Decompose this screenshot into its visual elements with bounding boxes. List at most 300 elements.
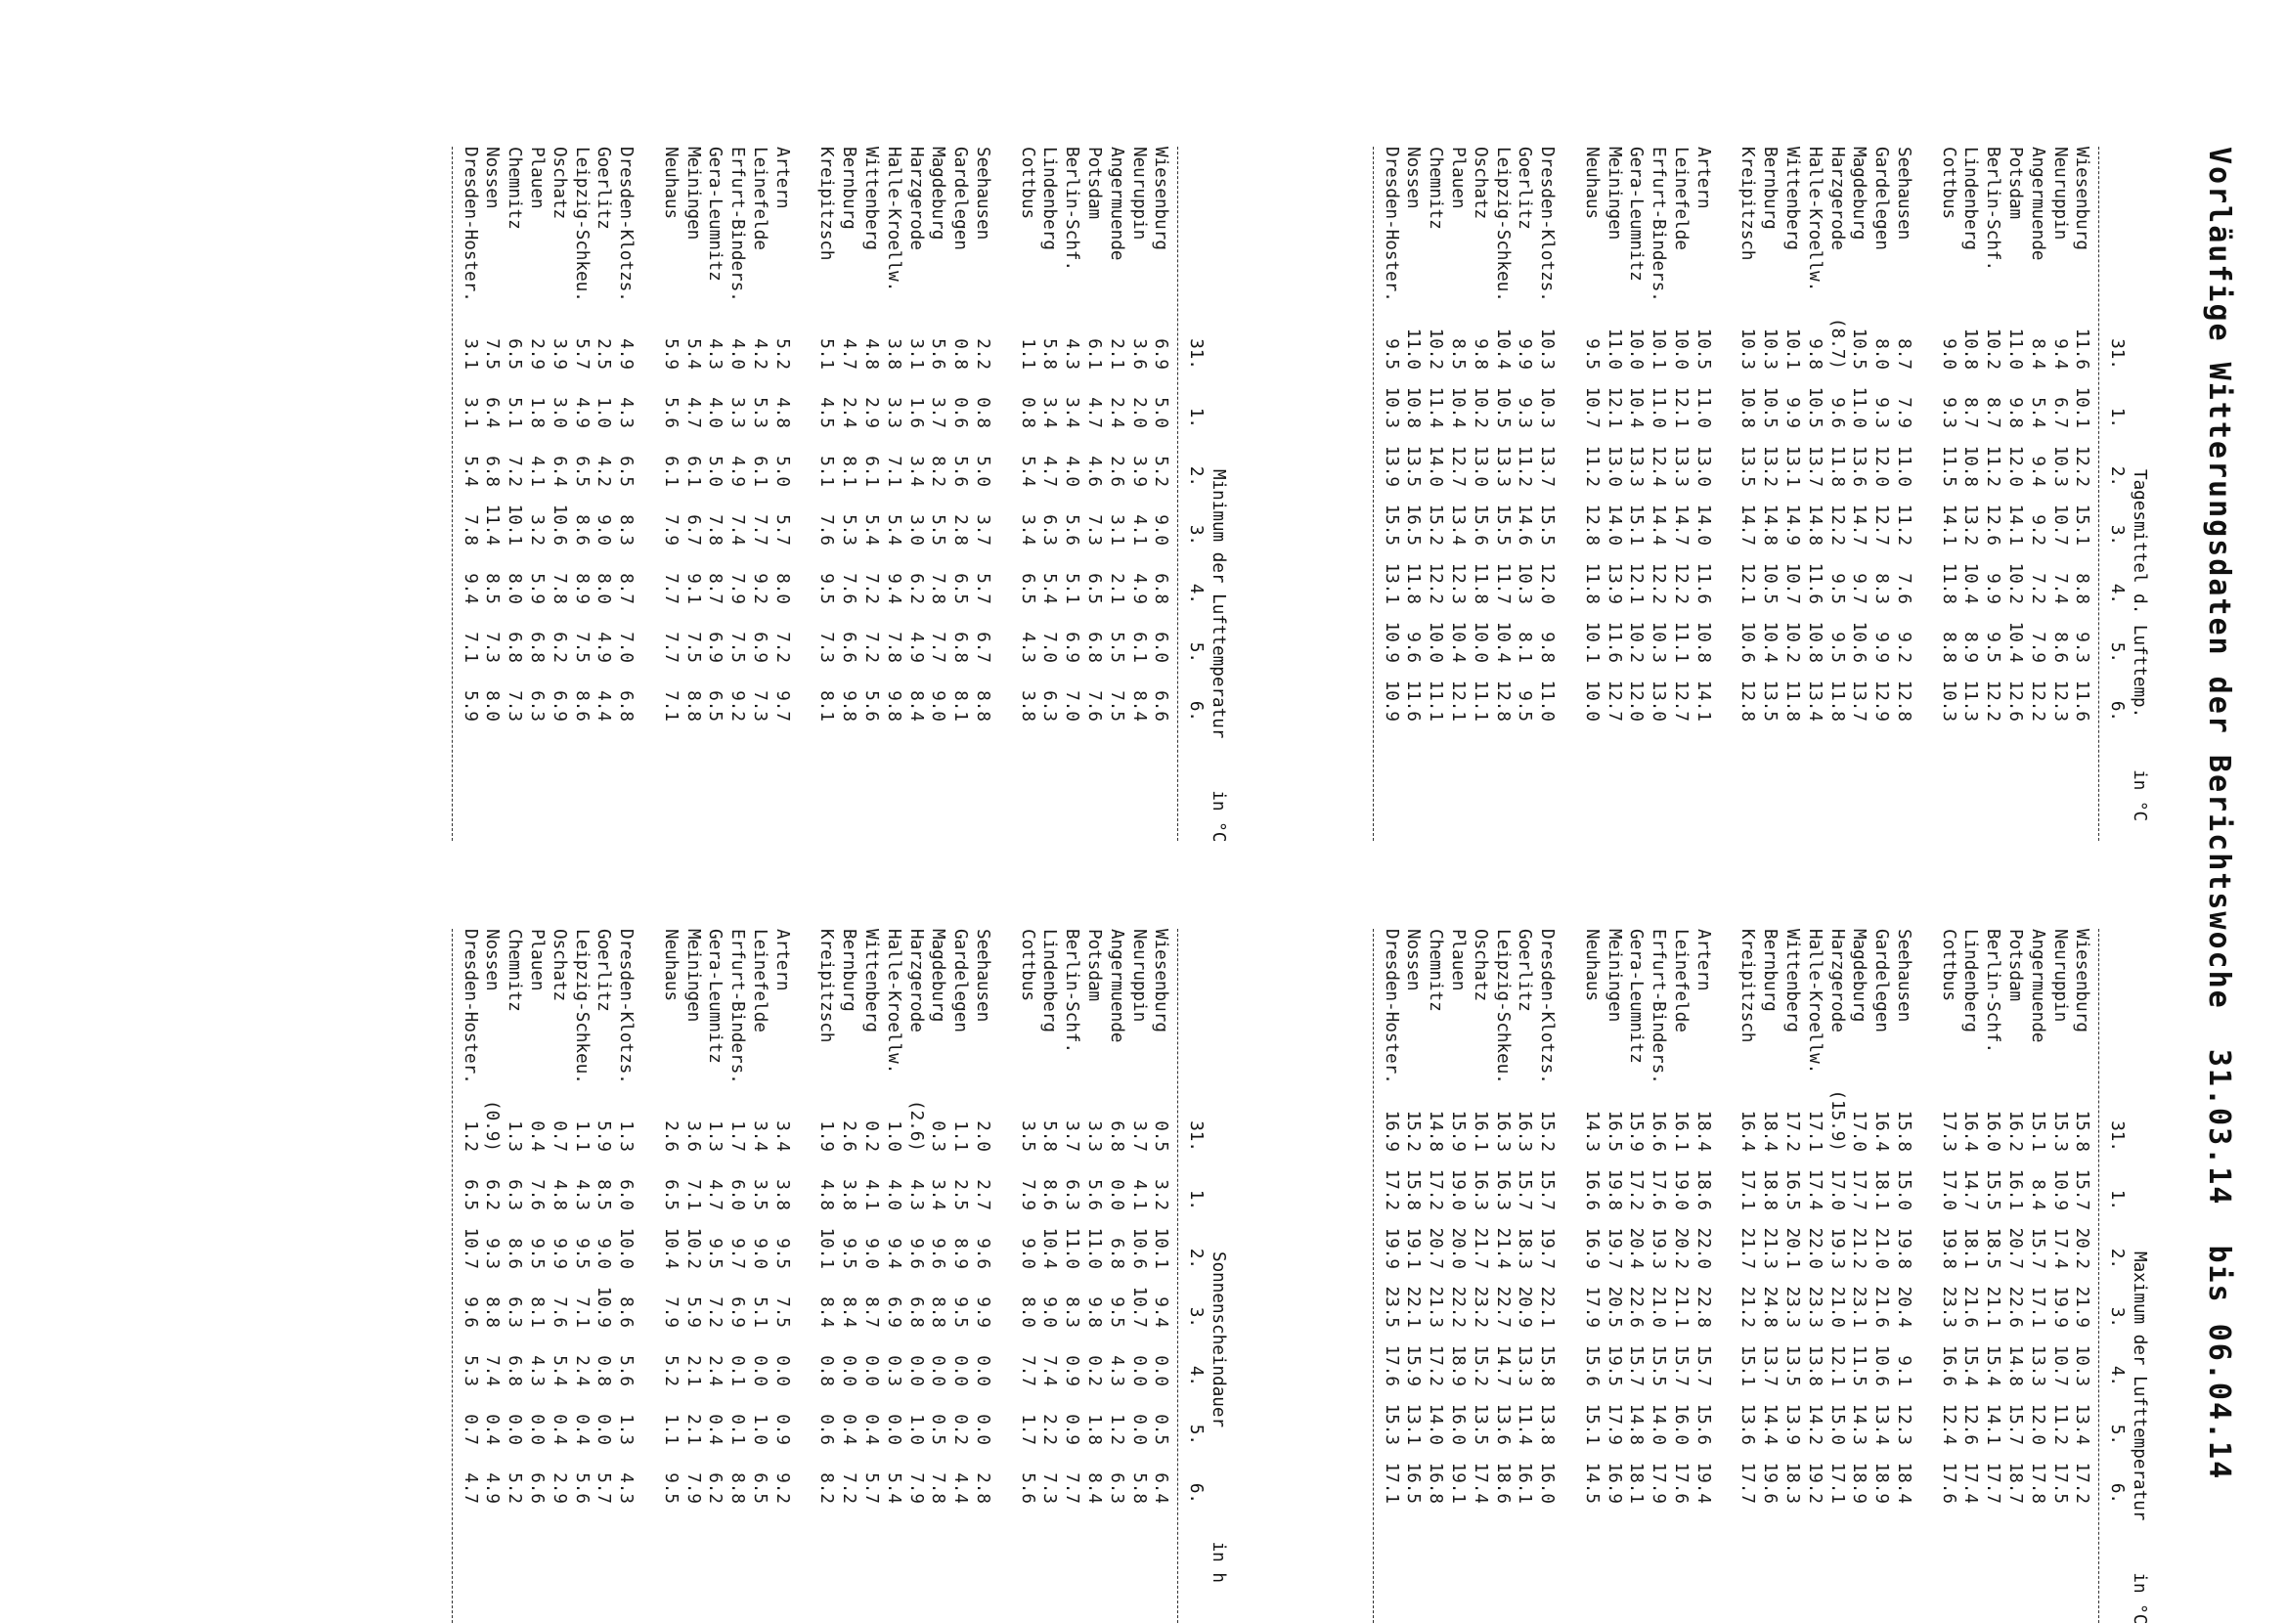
table-cell: 10.7 [2049,1344,2070,1386]
divider [1373,147,1374,841]
table-cell: 7.7 [660,632,681,663]
table-cell: 15.6 [1581,1344,1602,1386]
table-cell: 15.6 [1470,504,1490,546]
station-name: Neuhaus [660,929,681,1002]
table-row [1380,929,1402,1623]
table-cell: 14.2 [1804,1403,1825,1445]
table-cell: 9.5 [571,1238,592,1269]
table-cell: 12.6 [1983,504,2003,546]
table-cell: 17.6 [1649,1168,1669,1210]
table-cell: 11.5 [1938,445,1958,487]
table-cell: 8.4 [2027,1179,2047,1210]
table-cell: 19.6 [1760,1462,1781,1504]
table-row [1959,147,1982,841]
table-row [1535,929,1558,1623]
table-cell: 7.3 [482,632,503,663]
table-cell: 6.8 [527,632,548,663]
station-name: Meiningen [682,929,703,1023]
table-cell: 8.4 [1084,1472,1105,1504]
table-cell: 13.9 [1604,562,1624,604]
table-cell: 10.5 [1849,328,1869,370]
table-cell: 6.2 [705,1472,726,1504]
table-cell: 17.4 [1960,1462,1981,1504]
table-cell: 21.2 [1849,1227,1869,1269]
station-name: Gardelegen [950,929,971,1032]
station-name: Artern [771,929,792,991]
day-header-row [1184,147,1207,841]
table-cell: 10.7 [1128,1286,1149,1328]
table-cell: 9.9 [1983,573,2003,604]
table-cell: 16.1 [1671,1110,1692,1152]
table-cell: 3.3 [727,397,748,428]
table-cell: 21.6 [1960,1286,1981,1328]
divider [1373,929,1374,1623]
table-cell: 10.1 [505,504,525,546]
table-cell: 13.0 [1693,445,1713,487]
station-name: Leinefelde [750,147,770,250]
table-cell: 13.1 [1782,445,1803,487]
table-cell: 6.0 [1151,632,1171,663]
table-cell: 11.0 [1604,328,1624,370]
table-cell: 8.2 [816,1472,837,1504]
table-cell: 2.2 [1039,1414,1060,1445]
table-cell: 8.0 [1017,1296,1037,1328]
table-cell: 12.2 [1426,562,1446,604]
table-cell: 11.0 [1849,386,1869,428]
table-cell: 13.4 [1871,1403,1892,1445]
day-label: 5. [2107,1424,2128,1445]
station-name: Gera-Leumnitz [1626,147,1647,282]
station-name: Halle-Kroellw. [883,929,903,1075]
table-row [1580,147,1603,841]
table-cell: 7.7 [750,514,770,546]
day-label: 31. [2107,338,2128,370]
table-row [1402,929,1425,1623]
table-cell: 10.6 [1128,1227,1149,1269]
table-cell: 20.9 [1515,1286,1535,1328]
table-row [1060,929,1082,1623]
table-cell: 14.3 [1581,1110,1602,1152]
table-cell: 11.6 [1403,680,1424,722]
table-row [525,147,548,841]
table-cell: 15.7 [2072,1168,2092,1210]
table-cell: 17.9 [1581,1286,1602,1328]
table-cell: 2.4 [571,1355,592,1386]
table-row [659,147,682,841]
table-cell: 9.6 [973,1238,993,1269]
station-name: Neuruppin [1128,147,1149,241]
table-cell: 8.6 [1039,1179,1060,1210]
table-cell: 1.2 [460,1120,480,1152]
table-cell: 23.1 [1849,1286,1869,1328]
table-cell: 10.8 [1403,386,1424,428]
table-cell: 11.8 [1581,562,1602,604]
table-cell: 11.6 [1604,621,1624,663]
table-cell: 6.9 [883,1296,903,1328]
table-cell: 8.4 [1128,690,1149,722]
table-cell: 1.3 [705,1120,726,1152]
table-cell: 17.1 [1737,1168,1758,1210]
table-cell: 4.2 [750,338,770,370]
station-name: Nossen [482,147,503,209]
table-cell: 4.3 [571,1179,592,1210]
table-cell: 10.9 [1381,680,1401,722]
day-label: 6. [1186,700,1207,722]
table-cell: 3.4 [1039,397,1060,428]
table-cell: 9.0 [1151,514,1171,546]
table-cell: 11.1 [1426,680,1446,722]
table-cell: 0.3 [928,1120,948,1152]
table-cell: 0.0 [905,1355,926,1386]
table-cell: 5.4 [549,1355,569,1386]
table-cell: 5.1 [750,1296,770,1328]
station-name: Magdeburg [928,929,948,1023]
table-cell: 0.0 [594,1414,614,1445]
day-label: 31. [1186,338,1207,370]
station-name: Goerlitz [594,147,614,230]
table-cell: 3.8 [839,1179,859,1210]
table-cell: 6.1 [861,456,882,487]
table-cell: 11.8 [1403,562,1424,604]
table-cell: 17.2 [1381,1168,1401,1210]
station-name: Seehausen [973,147,993,241]
table-cell: 11.2 [1581,445,1602,487]
table-cell: 6.9 [1151,338,1171,370]
table-cell: 12.1 [1448,680,1469,722]
station-name: Berlin-Schf. [1062,147,1082,272]
station-name: Plauen [1448,929,1469,991]
table-cell: 7.6 [839,573,859,604]
table-cell: 10.5 [1760,386,1781,428]
table-row [1082,929,1105,1623]
table-cell: 8.4 [2027,338,2047,370]
table-cell: 21.2 [1737,1286,1758,1328]
station-name: Nossen [1403,147,1424,209]
table-cell: 10.4 [1448,621,1469,663]
table-cell: 10.6 [549,504,569,546]
table-cell: 9.4 [1151,1296,1171,1328]
table-cell: 7.2 [705,1296,726,1328]
table-cell: 17.5 [2049,1462,2070,1504]
day-label: 4. [2107,583,2128,604]
table-cell: 15.5 [1983,1168,2003,1210]
station-name: Artern [1693,147,1713,209]
table-cell: 7.8 [549,573,569,604]
table-cell: 15.2 [1403,1110,1424,1152]
table-cell: 20.4 [1894,1286,1914,1328]
table-cell: 14.0 [1649,1403,1669,1445]
table-cell: 0.2 [950,1414,971,1445]
table-cell: 22.6 [1626,1286,1647,1328]
table-cell: 11.4 [1426,386,1446,428]
table-cell: 8.1 [1515,632,1535,663]
day-label: 1. [2107,407,2128,428]
table-cell: 20.1 [1782,1227,1803,1269]
station-name: Angermuende [2027,929,2047,1043]
table-heading: Maximum der Lufttemperatur in °C [2130,1251,2149,1624]
table-cell: 17.0 [1938,1168,1958,1210]
table-cell: (0.9) [482,1100,503,1152]
table-cell: 9.2 [727,690,748,722]
table-cell: 22.2 [1448,1286,1469,1328]
table-cell: 5.7 [571,338,592,370]
table-cell: 18.8 [1760,1168,1781,1210]
station-name: Dresden-Hoster. [460,147,480,302]
station-name: Wiesenburg [1151,929,1171,1032]
table-cell: 12.7 [1671,680,1692,722]
table-cell: 2.9 [527,338,548,370]
station-name: Berlin-Schf. [1983,929,2003,1054]
table-cell: 5.3 [750,397,770,428]
table-cell: 23.2 [1470,1286,1490,1328]
table-cell: 8.4 [816,1296,837,1328]
table-cell: 11.2 [1515,445,1535,487]
table-cell: 6.2 [482,1179,503,1210]
day-label: 6. [2107,700,2128,722]
table-row [1781,929,1803,1623]
station-name: Neuhaus [1581,929,1602,1002]
day-label: 6. [2107,1482,2128,1504]
table-cell: 20.7 [2005,1227,2026,1269]
table-cell: 21.7 [1470,1227,1490,1269]
table-cell: 4.9 [571,397,592,428]
table-cell: 11.2 [2049,1403,2070,1445]
table-cell: 4.7 [1084,397,1105,428]
table-row [1937,929,1959,1623]
table-row [1737,929,1759,1623]
table-row [748,147,770,841]
table-cell: 1.0 [883,1120,903,1152]
table-cell: 19.7 [1604,1227,1624,1269]
table-cell: 10.1 [1581,621,1602,663]
table-cell: 15.4 [1983,1344,2003,1386]
table-cell: 11.8 [1782,680,1803,722]
table-cell: 0.4 [482,1414,503,1445]
group-gap [1914,929,1937,1623]
table-cell: 13.4 [1448,504,1469,546]
table-cell: 5.6 [861,690,882,722]
table-cell: 21.6 [1871,1286,1892,1328]
table-cell: 0.0 [973,1355,993,1386]
day-label: 31. [2107,1120,2128,1152]
station-name: Artern [771,147,792,209]
table-cell: 6.1 [750,456,770,487]
table-cell: 18.4 [1693,1110,1713,1152]
table-cell: 7.1 [883,456,903,487]
table-cell: 3.7 [1062,1120,1082,1152]
table-cell: 7.8 [705,514,726,546]
table-cell: 10.1 [1782,328,1803,370]
table-cell: 7.4 [2049,573,2070,604]
table-cell: 17.8 [2027,1462,2047,1504]
table-row [1016,929,1038,1623]
station-name: Cottbus [1017,147,1037,220]
table-cell: 6.7 [973,632,993,663]
station-name: Leipzig-Schkeu. [571,147,592,302]
table-cell: 0.8 [950,338,971,370]
table-cell: 9.0 [594,1238,614,1269]
table-cell: 4.3 [1062,338,1082,370]
table-cell: 6.8 [505,1355,525,1386]
table-row [1038,929,1061,1623]
table-cell: 9.0 [594,514,614,546]
table-cell: 6.1 [1128,632,1149,663]
table-cell: 8.3 [1871,573,1892,604]
table-cell: 10.6 [1737,621,1758,663]
table-cell: 15.5 [1381,504,1401,546]
table-cell: 5.7 [594,1472,614,1504]
table-row [882,929,904,1623]
table-cell: 22.1 [1537,1286,1558,1328]
table-cell: 17.2 [1782,1110,1803,1152]
table-row [1892,147,1914,841]
table-cell: 9.0 [928,690,948,722]
station-name: Chemnitz [505,147,525,230]
table-cell: 5.1 [505,397,525,428]
table-row [1625,929,1648,1623]
table-cell: 10.5 [1760,562,1781,604]
table-cell: 5.1 [1062,573,1082,604]
table-cell: 5.4 [1039,573,1060,604]
table-cell: 7.7 [660,573,681,604]
table-cell: 15.9 [1626,1110,1647,1152]
table-cell: 9.9 [1871,632,1892,663]
divider [1177,929,1178,1623]
station-name: Erfurt-Binders. [727,929,748,1084]
table-cell: 1.1 [571,1120,592,1152]
table-cell: 24.8 [1760,1286,1781,1328]
table-cell: 15.9 [1448,1110,1469,1152]
table-cell: 6.9 [750,632,770,663]
table-cell: 11.1 [1470,680,1490,722]
table-cell: 11.0 [1062,1227,1082,1269]
table-cell: 18.1 [1626,1462,1647,1504]
table-cell: 13.9 [1381,445,1401,487]
table-cell: 2.5 [594,338,614,370]
table-cell: 19.8 [1938,1227,1958,1269]
table-cell: 11.0 [1084,1227,1105,1269]
table-cell: 8.1 [527,1296,548,1328]
table-cell: 19.1 [1448,1462,1469,1504]
station-name: Oschatz [1470,929,1490,1002]
table-cell: 18.4 [1894,1462,1914,1504]
table-cell: 6.5 [571,456,592,487]
table-cell: 4.3 [1106,1355,1126,1386]
table-cell: 4.8 [549,1179,569,1210]
table-cell: 7.8 [928,1472,948,1504]
table-row [525,929,548,1623]
station-name: Cottbus [1938,147,1958,220]
table-cell: 15.6 [1693,1403,1713,1445]
table-cell: 9.0 [1938,338,1958,370]
table-cell: 17.7 [1849,1168,1869,1210]
table-cell: 6.8 [1084,632,1105,663]
day-label: 31. [1186,1120,1207,1152]
table-cell: 7.3 [1084,514,1105,546]
table-cell: 11.8 [1826,445,1847,487]
table-row [1848,147,1870,841]
table-cell: 13.3 [1671,445,1692,487]
table-cell: 22.7 [1492,1286,1513,1328]
table-cell: 19.9 [2049,1286,2070,1328]
table-cell: 10.4 [660,1227,681,1269]
table-cell: 13.8 [1804,1344,1825,1386]
table-cell: 5.4 [883,1472,903,1504]
table-cell: 20.0 [1448,1227,1469,1269]
table-cell: 4.0 [727,338,748,370]
table-cell: 5.4 [861,514,882,546]
table-cell: 20.7 [1426,1227,1446,1269]
table-cell: 1.0 [594,397,614,428]
table-row [2003,929,2026,1623]
station-name: Wittenberg [1782,147,1803,250]
station-name: Angermuende [1106,147,1126,261]
station-name: Magdeburg [1849,147,1869,241]
table-cell: 13.7 [1804,445,1825,487]
table-row [1380,147,1402,841]
table-cell: 9.9 [973,1296,993,1328]
table-row [504,929,526,1623]
day-label: 2. [2107,465,2128,487]
table-cell: 9.7 [1849,573,1869,604]
day-label: 5. [1186,1424,1207,1445]
table-cell: 17.0 [1849,1110,1869,1152]
table-cell: 10.6 [1871,1344,1892,1386]
table-cell: 8.7 [861,1296,882,1328]
table-cell: 2.9 [549,1472,569,1504]
table-cell: 8.5 [482,573,503,604]
table-cell: 10.0 [1581,680,1602,722]
table-cell: 17.9 [1649,1462,1669,1504]
table-daily-mean-temperature [1367,147,2150,841]
station-name: Dresden-Klotzs. [616,929,637,1084]
table-cell: 4.3 [527,1355,548,1386]
divider [2098,147,2099,841]
table-cell: 7.4 [727,514,748,546]
table-row [859,147,882,841]
table-cell: 2.1 [1106,573,1126,604]
table-cell: 17.9 [1604,1403,1624,1445]
table-cell: 5.3 [839,514,859,546]
station-name: Neuruppin [1128,929,1149,1023]
table-cell: 8.1 [839,456,859,487]
table-cell: 16.1 [1470,1110,1490,1152]
table-cell: 12.8 [1894,680,1914,722]
table-cell: 2.4 [1106,397,1126,428]
table-cell: 9.5 [660,1472,681,1504]
table-cell: 1.6 [905,397,926,428]
table-cell: 6.0 [727,1179,748,1210]
table-cell: 4.4 [594,690,614,722]
table-cell: 11.6 [2072,680,2092,722]
table-cell: 10.9 [2049,1168,2070,1210]
table-cell: 8.5 [1448,338,1469,370]
table-cell: 13.7 [1849,680,1869,722]
table-cell: 4.9 [1128,573,1149,604]
station-name: Neuruppin [2049,147,2070,241]
table-cell: 10.9 [594,1286,614,1328]
table-cell: 16.0 [1671,1403,1692,1445]
table-cell: 6.3 [1106,1472,1126,1504]
table-cell: 13.7 [1760,1344,1781,1386]
table-cell: 3.4 [905,456,926,487]
table-cell: (2.6) [905,1100,926,1152]
table-cell: 4.0 [705,397,726,428]
table-cell: 5.8 [1039,1120,1060,1152]
table-cell: 17.6 [1938,1462,1958,1504]
table-cell: 17.2 [1626,1168,1647,1210]
table-cell: 8.5 [594,1179,614,1210]
